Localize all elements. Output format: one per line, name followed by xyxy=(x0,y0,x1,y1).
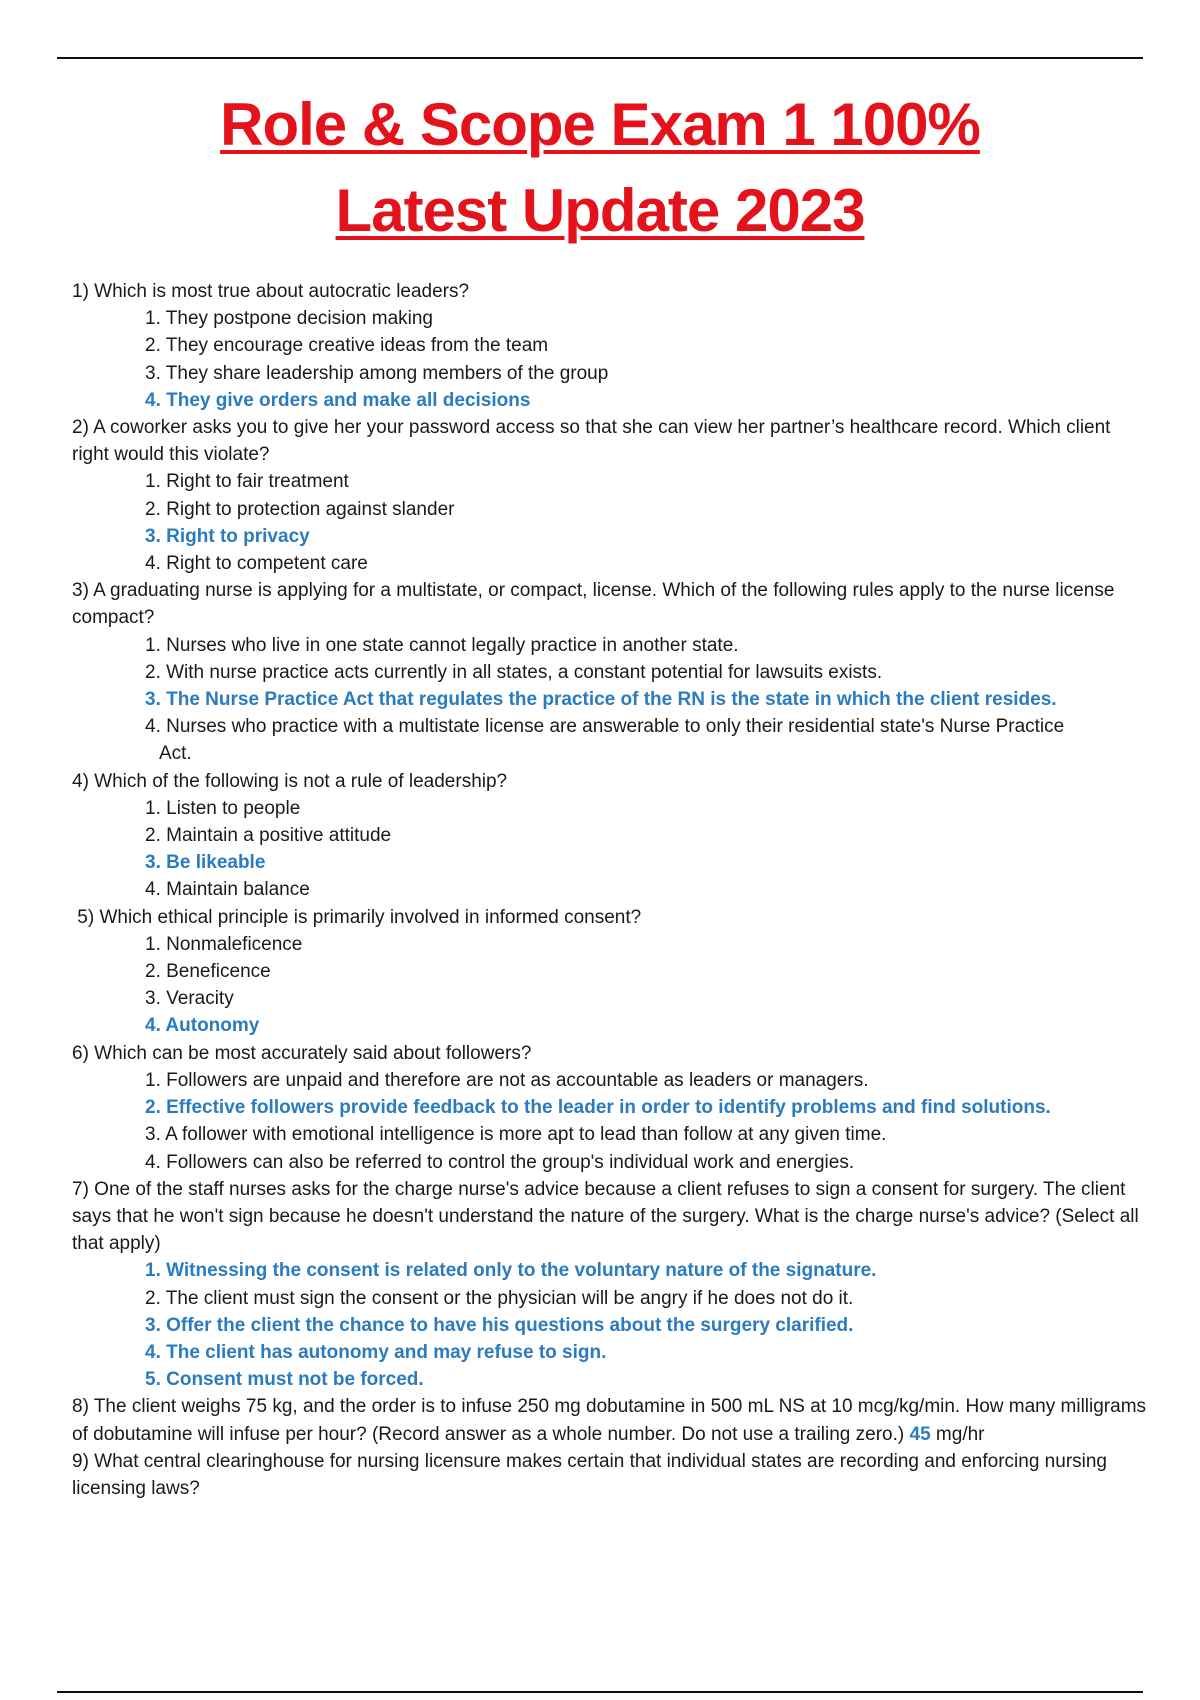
correct-answer-option: 4. Autonomy xyxy=(145,1015,260,1037)
answer-option-text: 4. Nurses who practice with a multistate license are answerable to only their residential state's Nurse Practice xyxy=(145,716,1065,738)
answer-option xyxy=(72,713,1152,767)
answer-unit: mg/hr xyxy=(930,1423,985,1445)
question-prompt: 8) The client weighs 75 kg, and the order is to infuse 250 mg dobutamine in 500 mL NS at 10 mcg/kg/min. How many milligrams of dobutamine will infuse per hour? (Record answer as a whole number. Do not use a trailing zero.) xyxy=(72,1396,1147,1445)
answer-option: 4. Maintain balance xyxy=(145,879,310,901)
answer-option: 1. Nurses who live in one state cannot legally practice in another state. xyxy=(145,634,739,656)
question-prompt: 6) Which can be most accurately said about followers? xyxy=(72,1042,532,1064)
correct-answer-option: 1. Witnessing the consent is related only to the voluntary nature of the signature. xyxy=(145,1260,877,1282)
answer-option: 2. They encourage creative ideas from the team xyxy=(145,335,549,357)
answer-option: 2. Beneficence xyxy=(145,961,271,983)
question-prompt: 1) Which is most true about autocratic leaders? xyxy=(72,281,470,302)
answer-option: 3. Veracity xyxy=(145,988,234,1010)
question-block xyxy=(72,278,1152,414)
option-list xyxy=(72,795,1152,904)
correct-answer-option: 3. Be likeable xyxy=(145,852,266,874)
answer-option: 1. Right to fair treatment xyxy=(145,471,349,493)
answer-option: 3. They share leadership among members of the group xyxy=(145,362,609,384)
correct-answer-option: 4. They give orders and make all decisions xyxy=(145,389,531,411)
title-line-2: Latest Update 2023 xyxy=(335,177,865,244)
answer-option: 1. Listen to people xyxy=(145,797,301,819)
question-prompt: 2) A coworker asks you to give her your password access so that she can view her partner’s healthcare record. Which client right would this violate? xyxy=(72,417,1111,466)
answer-option: 1. They postpone decision making xyxy=(145,308,433,330)
question-prompt: 9) What central clearinghouse for nursing licensure makes certain that individual states are recording and enforcing nursing licensing laws? xyxy=(72,1450,1107,1499)
question-prompt: 7) One of the staff nurses asks for the charge nurse's advice because a client refuses to sign a consent for surgery. The client says that he won't sign because he doesn't understand the nature of the surgery. What is the charge nurse's advice? (Select all that apply) xyxy=(72,1178,1139,1255)
question-list xyxy=(72,278,1152,1502)
question-prompt: 3) A graduating nurse is applying for a multistate, or compact, license. Which of the following rules apply to the nurse license compact? xyxy=(72,580,1115,629)
answer-option: 4. Right to competent care xyxy=(145,553,368,575)
question-block xyxy=(72,768,1152,904)
option-list xyxy=(72,468,1152,577)
answer-option: 1. Nonmaleficence xyxy=(145,933,303,955)
question-block xyxy=(72,1040,1152,1176)
option-list xyxy=(72,1067,1152,1176)
inline-answer: 45 xyxy=(909,1423,931,1445)
question-block xyxy=(72,904,1152,1040)
correct-answer-option: 4. The client has autonomy and may refuse to sign. xyxy=(145,1341,607,1363)
option-list xyxy=(72,1257,1152,1393)
question-prompt-with-answer xyxy=(72,1393,1152,1447)
document-title xyxy=(0,82,1200,254)
correct-answer-option: 3. Offer the client the chance to have his questions about the surgery clarified. xyxy=(145,1314,854,1336)
option-list xyxy=(72,305,1152,414)
answer-option: 1. Followers are unpaid and therefore are not as accountable as leaders or managers. xyxy=(145,1069,869,1091)
correct-answer-option: 3. The Nurse Practice Act that regulates the practice of the RN is the state in which the client resides. xyxy=(145,689,1057,711)
question-block xyxy=(72,1176,1152,1394)
answer-option-continuation: Act. xyxy=(159,743,192,765)
bottom-rule xyxy=(57,1691,1143,1693)
correct-answer-option: 3. Right to privacy xyxy=(145,525,310,547)
option-list xyxy=(72,931,1152,1040)
question-block xyxy=(72,414,1152,577)
question-prompt: 4) Which of the following is not a rule of leadership? xyxy=(72,770,508,792)
question-block xyxy=(72,1393,1152,1447)
question-block xyxy=(72,1448,1152,1502)
title-line-1: Role & Scope Exam 1 100% xyxy=(220,91,980,158)
answer-option: 2. The client must sign the consent or the physician will be angry if he does not do it. xyxy=(145,1287,854,1309)
answer-option: 2. Maintain a positive attitude xyxy=(145,825,392,847)
answer-option: 4. Followers can also be referred to control the group's individual work and energies. xyxy=(145,1151,855,1173)
question-prompt: 5) Which ethical principle is primarily involved in informed consent? xyxy=(72,906,642,928)
question-block xyxy=(72,577,1152,767)
answer-option: 3. A follower with emotional intelligence is more apt to lead than follow at any given time. xyxy=(145,1124,887,1146)
top-rule xyxy=(57,57,1143,59)
option-list xyxy=(72,632,1152,768)
answer-option: 2. With nurse practice acts currently in all states, a constant potential for lawsuits exists. xyxy=(145,661,883,683)
correct-answer-option: 2. Effective followers provide feedback to the leader in order to identify problems and find solutions. xyxy=(145,1097,1051,1119)
correct-answer-option: 5. Consent must not be forced. xyxy=(145,1369,424,1391)
answer-option: 2. Right to protection against slander xyxy=(145,498,455,520)
